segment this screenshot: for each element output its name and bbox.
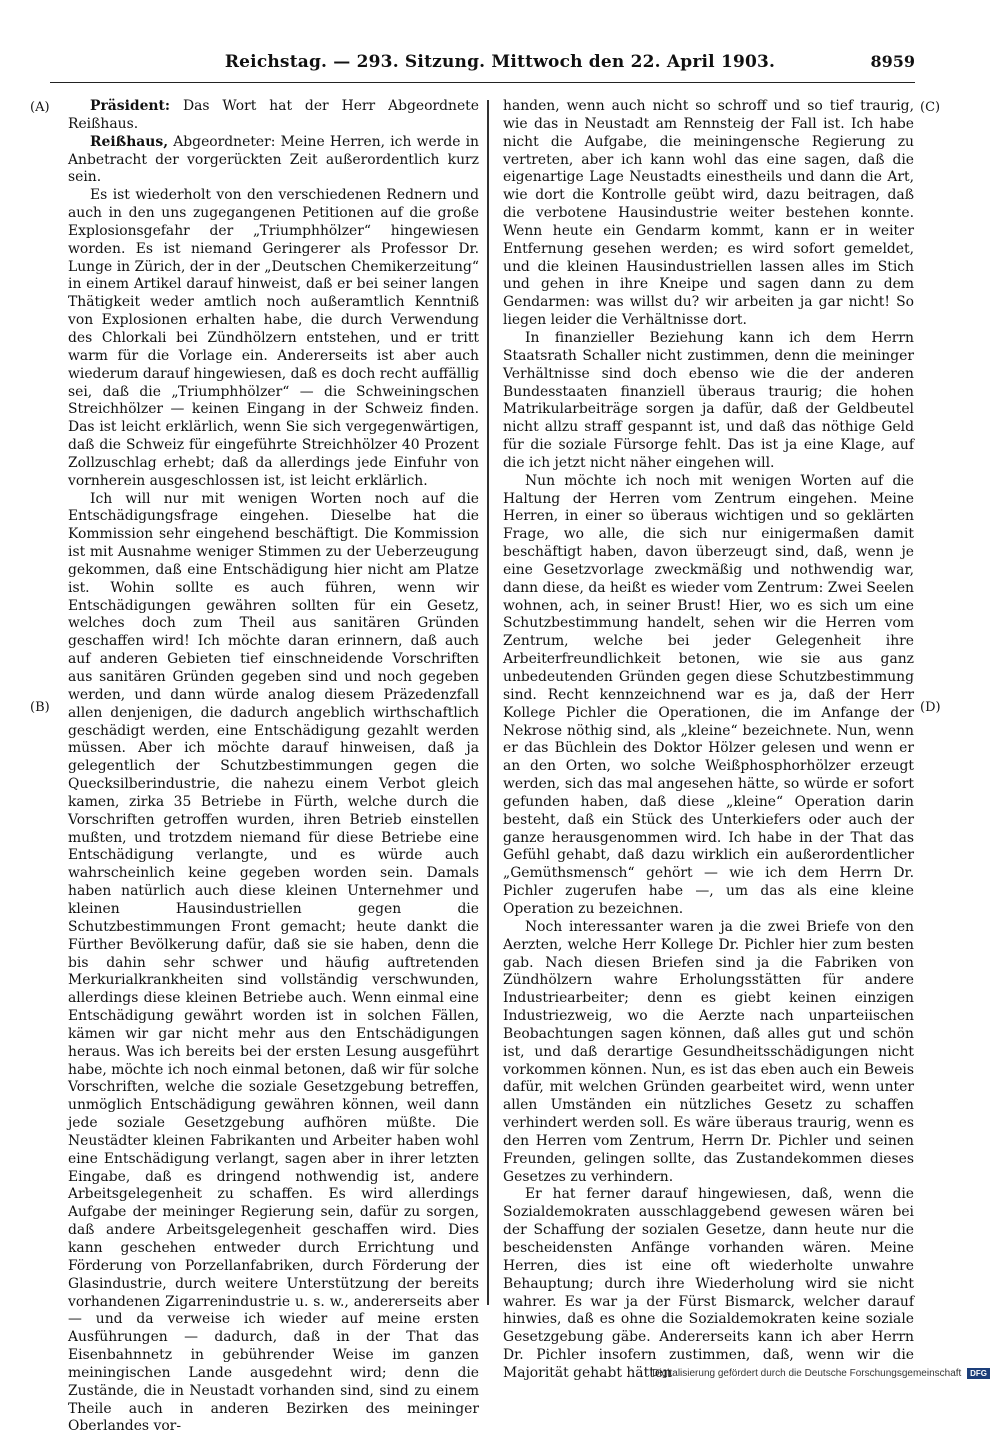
paragraph <box>68 98 479 134</box>
dfg-logo: DFG <box>967 1368 990 1379</box>
paragraph: handen, wenn auch nicht so schroff und so tief traurig, wie das in Neustadt am Rennsteig der Fall ist. Ich habe nicht die Aufgabe, die meiningensche Regierung zu vertreten, aber ich kann wohl das eine sagen, daß die eigenartige Lage Neustadts einestheils und dann die Art, wie dort die Kontrolle geübt wird, dazu beitragen, daß die verbotene Hausindustrie weiter bestehen konnte. Wenn heute ein Gendarm kommt, kann er in weiter Entfernung gesehen werden; es wird sofort gemeldet, und die kleinen Hausindustriellen lassen alles im Stich und gehen in ihre Kneipe und sagen dann zu dem Gendarmen: was willst du? wir arbeiten ja gar nicht! So liegen leider die Verhältnisse dort. <box>503 98 914 329</box>
paragraph <box>68 134 479 188</box>
margin-marker-b: (B) <box>30 700 50 715</box>
paragraph: Noch interessanter waren ja die zwei Briefe von den Aerzten, welche Herr Kollege Dr. Pichler hier zum besten gab. Nach diesen Briefen sind ja die Fabriken von Zündhölzern wahre Erholungsstätten für andere Industriearbeiter; denn es giebt keinen einzigen Industriezweig, wo die Aerzte nach unparteiischen Beobachtungen sagen können, daß alles gut und schön ist, und daß derartige Gesundheitsschädigungen nicht vorkommen können. Nun, es ist das eben auch ein Beweis dafür, mit welchen Gründen gearbeitet wird, wenn unter allen Umständen ein nützliches Gesetz zu schaffen verhindert werden soll. Es wäre überaus traurig, wenn es den Herren vom Zentrum, Herrn Dr. Pichler und seinen Freunden, gelingen sollte, das Zustandekommen dieses Gesetzes zu verhindern. <box>503 918 914 1185</box>
speaker-name: Reißhaus, <box>90 133 169 150</box>
header-title: Reichstag. — 293. Sitzung. Mittwoch den 22. April 1903. <box>224 52 776 72</box>
paragraph: Nun möchte ich noch mit wenigen Worten auf die Haltung der Herren vom Zentrum eingehen. Meine Herren, in einer so überaus wichtigen und so geklärten Frage, wo alle, die sich nur einigermaßen damit beschäftigt haben, davon überzeugt sind, daß, wenn je eine Gesetzvorlage zweckmäßig und nothwendig war, dann diese, da heißt es wieder vom Zentrum: Zwei Seelen wohnen, ach, in seiner Brust! Hier, wo es sich um eine Schutzbestimmung handelt, sehen wir die Herren vom Zentrum, welche bei jeder Gelegenheit ihre Arbeiterfreundlichkeit betonen, wie sie aus ganz unbedeutenden Gründen gegen diese Schutzbestimmung sind. Recht kennzeichnend war es ja, daß der Herr Kollege Pichler die Operationen, die im Anfange der Nekrose nöthig sind, als „kleine“ bezeichnete. Nun, wenn er das Büchlein des Doktor Hölzer gelesen und wenn er an den Orten, wo solche Weißphosphorhölzer erzeugt werden, sich das mal angesehen hätte, so würde er sofort gefunden haben, daß diese „kleine“ Operation darin besteht, daß ein Stück des Unterkiefers oder auch der ganze herausgenommen wird. Ich habe in der That das Gefühl gehabt, daß dazu wirklich ein außerordentlicher „Gemüthsmensch“ gehört — wie ich dem Herrn Dr. Pichler zugerufen habe —, um das als eine kleine Operation zu bezeichnen. <box>503 472 914 917</box>
paragraph-text: Abgeordneter: Meine Herren, ich werde in Anbetracht der vorgerückten Zeit außerordentlich kurz sein. <box>68 133 479 186</box>
footer-text: Digitalisierung gefördert durch die Deutsche Forschungsgemeinschaft <box>652 1368 962 1380</box>
page-header <box>0 52 1000 80</box>
paragraph: In finanzieller Beziehung kann ich dem Herrn Staatsrath Schaller nicht zustimmen, denn die meininger Verhältnisse sind doch ebenso wie die der anderen Bundesstaaten finanziell überaus traurig; die hohen Matrikularbeiträge sorgen ja dafür, daß der Geldbeutel nicht allzu straff gespannt ist, und daß das nöthige Geld für die soziale Fürsorge fehlt. Das ist ja eine Klage, auf die ich jetzt nicht näher eingehen will. <box>503 329 914 471</box>
margin-marker-d: (D) <box>920 700 941 715</box>
page-number: 8959 <box>870 52 915 71</box>
paragraph: Er hat ferner darauf hingewiesen, daß, wenn die Sozialdemokraten ausschlaggebend gewesen wären bei der Schaffung der sozialen Gesetze, dann heute nur die bescheidensten Anfänge vorhanden wären. Meine Herren, dies ist eine oft wiederholte unwahre Behauptung; durch ihre Wiederholung wird sie nicht wahrer. Es war ja der Fürst Bismarck, welcher darauf hinwies, daß es ohne die Sozialdemokraten keine soziale Gesetzgebung gäbe. Andererseits kann ich aber Herrn Dr. Pichler insofern zustimmen, daß, wenn wir die Majorität gehabt hätten <box>503 1186 914 1381</box>
paragraph: Ich will nur mit wenigen Worten noch auf die Entschädigungsfrage eingehen. Dieselbe hat die Kommission sehr eingehend beschäftigt. Die Kommission ist mit Ausnahme weniger Stimmen zu der Ueberzeugung gekommen, daß eine Entschädigung hier nicht am Platze ist. Wohin sollte es auch führen, wenn wir Entschädigungen gewähren sollten für ein Gesetz, welches doch zum Theil aus sanitären Gründen geschaffen wird! Ich möchte daran erinnern, daß auch auf anderen Gebieten tief einschneidende Vorschriften aus sanitären Gründen gegeben sind und noch gegeben werden, und dann würde analog diesem Präzedenzfall allen denjenigen, die dadurch angeblich wirthschaftlich geschädigt werden, eine Entschädigung gezahlt werden müssen. Aber ich möchte darauf hinweisen, daß ja gelegentlich der Schutzbestimmungen gegen die Quecksilberindustrie, die nahezu einem Verbot gleich kamen, zirka 35 Betriebe in Fürth, welche durch die Vorschriften getroffen wurden, ihren Betrieb einstellen mußten, und trotzdem niemand für diese Betriebe eine Entschädigung verlangte, und es würde auch wahrscheinlich keine gegeben worden sein. Damals haben natürlich auch diese kleinen Unternehmer und kleinen Hausindustriellen gegen die Schutzbestimmungen Front gemacht; heute dankt die Fürther Bevölkerung dafür, daß sie sie haben, denn die bis dahin sehr schwer und häufig auftretenden Merkurialkrankheiten sind vollständig verschwunden, allerdings diese kleinen Betriebe auch. Wenn einmal eine Entschädigung gewährt worden ist in solchen Fällen, kämen wir gar nicht mehr aus den Entschädigungen heraus. Was ich bereits bei der ersten Lesung ausgeführt habe, möchte ich noch einmal betonen, daß wir für solche Vorschriften, welche die soziale Gesetzgebung betreffen, unmöglich Entschädigung gewähren können, weil dann jede soziale Gesetzgebung aufhören müßte. Die Neustädter kleinen Fabrikanten und Arbeiter haben wohl eine Entschädigung verlangt, sagen aber in ihrer letzten Eingabe, daß es dringend nothwendig ist, andere Arbeitsgelegenheit zu schaffen. Es wird allerdings Aufgabe der meininger Regierung sein, dafür zu sorgen, daß andere Arbeitsgelegenheit geschaffen wird. Dies kann geschehen entweder durch Errichtung und Förderung von Porzellanfabriken, durch Förderung der Glasindustrie, durch weitere Unterstützung der bereits vorhandenen Zigarrenindustrie u. s. w., andererseits aber — und da verweise ich wieder auf meine ersten Ausführungen — dadurch, daß in der That das Eisenbahnnetz in gebührender Weise im ganzen meiningischen Lande ausgedehnt wird; denn die Zustände, die in Neustadt vorhanden sind, sind zu einem Theile auch in anderen Bezirken des meininger Oberlandes vor- <box>68 490 479 1435</box>
margin-marker-a: (A) <box>30 100 50 115</box>
speaker-name: Präsident: <box>90 98 171 114</box>
margin-marker-c: (C) <box>920 100 941 115</box>
column-divider <box>487 100 489 1305</box>
footer <box>652 1368 990 1379</box>
paragraph-text: Das Wort hat der Herr Abgeordnete Reißhaus. <box>68 98 479 132</box>
paragraph: Es ist wiederholt von den verschiedenen Rednern und auch in den uns zugegangenen Petitionen auf die große Explosionsgefahr der „Triumphhölzer“ hingewiesen worden. Es ist niemand Geringerer als Professor Dr. Lunge in Zürich, der in der „Deutschen Chemikerzeitung“ in einem Artikel darauf hinweist, daß er bei seiner langen Thätigkeit weder amtlich noch außeramtlich Kenntniß von Explosionen erhalten habe, die durch Verwendung des Chlorkali bei Zündhölzern entstehen, und er tritt warm für die Vorlage ein. Andererseits ist aber auch wiederum darauf hingewiesen, daß es doch recht auffällig sei, daß die „Triumphhölzer“ — die Schweiningschen Streichhölzer — keinen Eingang in der Schweiz finden. Das ist leicht erklärlich, wenn Sie sich vergegenwärtigen, daß die Schweiz für eingeführte Streichhölzer 40 Prozent Zollzuschlag erhebt; daß da allerdings jede Einfuhr von vornherein ausgeschlossen ist, ist leicht erklärlich. <box>68 187 479 489</box>
left-column <box>68 98 479 1436</box>
right-column <box>503 98 914 1383</box>
header-rule <box>50 82 915 83</box>
